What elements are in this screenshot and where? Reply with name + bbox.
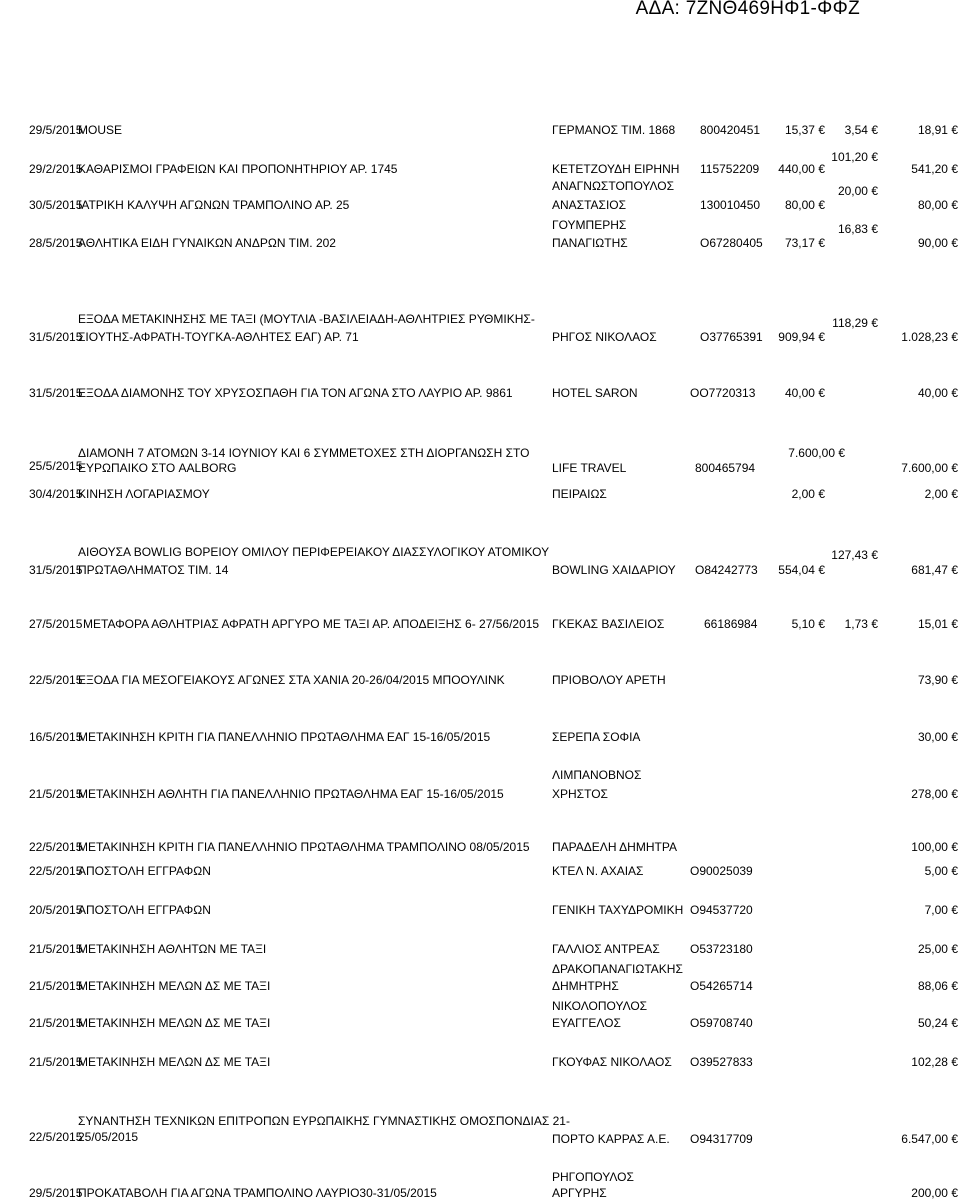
row-vat-amount: 1,73 € xyxy=(844,617,878,631)
row-total-amount: 80,00 € xyxy=(917,198,958,212)
row-supplier: ΓΕΡΜΑΝΟΣ ΤΙΜ. 1868 xyxy=(552,123,676,137)
row-invoice: 130010450 xyxy=(700,198,761,212)
row-description: ΕΞΟΔΑ ΓΙΑ ΜΕΣΟΓΕΙΑΚΟΥΣ ΑΓΩΝΕΣ ΣΤΑ ΧΑΝΙΑ 20-26/04/2015 ΜΠΟΟΥΛΙΝΚ xyxy=(78,673,505,687)
row-date: 29/5/2015 xyxy=(29,1186,83,1200)
row-date: 29/2/2015 xyxy=(29,162,83,176)
row-supplier: ΠΡΙΟΒΟΛΟΥ ΑΡΕΤΗ xyxy=(552,673,666,687)
row-total-amount: 25,00 € xyxy=(917,942,958,956)
row-date: 20/5/2015 xyxy=(29,903,83,917)
row-supplier-line2: ΠΑΝΑΓΙΩΤΗΣ xyxy=(552,236,628,250)
row-date: 16/5/2015 xyxy=(29,730,83,744)
row-description-line1: ΔΙΑΜΟΝΗ 7 ΑΤΟΜΩΝ 3-14 ΙΟΥΝΙΟΥ ΚΑΙ 6 ΣΥΜΜΕΤΟΧΕΣ ΣΤΗ ΔΙΟΡΓΑΝΩΣΗ ΣΤΟ xyxy=(78,446,530,460)
row-invoice: O90025039 xyxy=(690,864,753,878)
row-net-amount: 15,37 € xyxy=(784,123,825,137)
row-net-amount: 7.600,00 € xyxy=(788,446,845,460)
row-date: 31/5/2015 xyxy=(29,386,83,400)
row-invoice: 115752209 xyxy=(700,162,760,176)
row-supplier-line1: ΛΙΜΠΑΝΟΒΝΟΣ xyxy=(552,768,642,782)
row-total-amount: 2,00 € xyxy=(924,487,958,501)
row-description: ΚΙΝΗΣΗ ΛΟΓΑΡΙΑΣΜΟΥ xyxy=(78,487,210,501)
row-vat-amount: 118,29 € xyxy=(832,316,878,330)
row-supplier-line1: ΓΟΥΜΠΕΡΗΣ xyxy=(552,218,627,232)
row-supplier-line2: ΕΥΑΓΓΕΛΟΣ xyxy=(552,1016,621,1030)
row-invoice: O54265714 xyxy=(690,979,753,993)
row-date: 29/5/2015 xyxy=(29,123,83,137)
row-net-amount: 80,00 € xyxy=(784,198,825,212)
row-description-line1: ΕΞΟΔΑ ΜΕΤΑΚΙΝΗΣΗΣ ΜΕ ΤΑΞΙ (ΜΟΥΤΛΙΑ -ΒΑΣΙΛΕΙΑΔΗ-ΑΘΛΗΤΡΙΕΣ ΡΥΘΜΙΚΗΣ- xyxy=(78,312,535,326)
row-description-line2: ΕΥΡΩΠΑΙΚΟ ΣΤΟ AALBORG xyxy=(78,461,237,475)
row-description: ΜΕΤΑΚΙΝΗΣΗ ΚΡΙΤΗ ΓΙΑ ΠΑΝΕΛΛΗΝΙΟ ΠΡΩΤΑΘΛΗΜΑ ΤΡΑΜΠΟΛΙΝΟ 08/05/2015 xyxy=(78,840,530,854)
row-total-amount: 18,91 € xyxy=(917,123,958,137)
row-invoice: O37765391 xyxy=(700,330,763,344)
row-total-amount: 541,20 € xyxy=(911,162,958,176)
row-invoice: O59708740 xyxy=(690,1016,753,1030)
row-net-amount: 40,00 € xyxy=(784,386,825,400)
row-date: 22/5/2015 xyxy=(29,1130,83,1144)
row-date: 21/5/2015 xyxy=(29,979,83,993)
row-net-amount: 5,10 € xyxy=(791,617,825,631)
row-date: 22/5/2015 xyxy=(29,673,83,687)
row-invoice: 66186984 xyxy=(704,617,758,631)
row-supplier-line2: ΔΗΜΗΤΡΗΣ xyxy=(552,979,619,993)
row-supplier-line1: ΔΡΑΚΟΠΑΝΑΓΙΩΤΑΚΗΣ xyxy=(552,962,683,976)
row-description: ΑΠΟΣΤΟΛΗ ΕΓΓΡΑΦΩΝ xyxy=(78,864,211,878)
row-invoice: 800465794 xyxy=(695,461,756,475)
row-description: ΜΕΤΑΚΙΝΗΣΗ ΜΕΛΩΝ ΔΣ ΜΕ ΤΑΞΙ xyxy=(78,979,271,993)
row-description-line1: ΣΥΝΑΝΤΗΣΗ ΤΕΧΝΙΚΩΝ ΕΠΙΤΡΟΠΩΝ ΕΥΡΩΠΑΙΚΗΣ ΓΥΜΝΑΣΤΙΚΗΣ ΟΜΟΣΠΟΝΔΙΑΣ 21- xyxy=(78,1114,570,1128)
row-supplier-line2: ΧΡΗΣΤΟΣ xyxy=(552,787,608,801)
row-supplier: ΣΕΡΕΠΑ ΣΟΦΙΑ xyxy=(552,730,641,744)
row-date: 25/5/2015 xyxy=(29,459,83,473)
row-net-amount: 440,00 € xyxy=(778,162,825,176)
row-total-amount: 7.600,00 € xyxy=(901,461,958,475)
row-total-amount: 40,00 € xyxy=(917,386,958,400)
row-description: ΕΞΟΔΑ ΔΙΑΜΟΝΗΣ ΤΟΥ ΧΡΥΣΟΣΠΑΘΗ ΓΙΑ ΤΟΝ ΑΓΩΝΑ ΣΤΟ ΛΑΥΡΙΟ ΑΡ. 9861 xyxy=(78,386,513,400)
row-invoice: O53723180 xyxy=(690,942,753,956)
row-description: ΜΕΤΑΚΙΝΗΣΗ ΑΘΛΗΤΗ ΓΙΑ ΠΑΝΕΛΛΗΝΙΟ ΠΡΩΤΑΘΛΗΜΑ ΕΑΓ 15-16/05/2015 xyxy=(78,787,504,801)
row-total-amount: 73,90 € xyxy=(917,673,958,687)
row-date: 21/5/2015 xyxy=(29,1055,83,1069)
row-invoice: O94537720 xyxy=(690,903,753,917)
row-date: 30/4/2015 xyxy=(29,487,83,501)
row-total-amount: 50,24 € xyxy=(917,1016,958,1030)
row-invoice: OO7720313 xyxy=(690,386,756,400)
ada-header: ΑΔΑ: 7ΖΝΘ469ΗΦ1-ΦΦΖ xyxy=(635,0,860,19)
row-description-line2: 25/05/2015 xyxy=(78,1130,139,1144)
row-description: ΜΕΤΑΚΙΝΗΣΗ ΑΘΛΗΤΩΝ ΜΕ ΤΑΞΙ xyxy=(78,942,267,956)
row-net-amount: 73,17 € xyxy=(784,236,825,250)
row-supplier: ΓΕΝΙΚΗ ΤΑΧΥΔΡΟΜΙΚΗ xyxy=(552,903,684,917)
row-net-amount: 554,04 € xyxy=(778,563,825,577)
row-supplier: ΠΟΡΤΟ ΚΑΡΡΑΣ Α.Ε. xyxy=(552,1132,670,1146)
row-total-amount: 15,01 € xyxy=(917,617,958,631)
row-supplier: ΓΚΟΥΦΑΣ ΝΙΚΟΛΑΟΣ xyxy=(552,1055,672,1069)
row-supplier: ΓΚΕΚΑΣ ΒΑΣΙΛΕΙΟΣ xyxy=(552,617,665,631)
row-total-amount: 7,00 € xyxy=(924,903,958,917)
row-invoice: O94317709 xyxy=(690,1132,753,1146)
row-description: ΑΘΛΗΤΙΚΑ ΕΙΔΗ ΓΥΝΑΙΚΩΝ ΑΝΔΡΩΝ ΤΙΜ. 202 xyxy=(78,236,336,250)
row-supplier: ΠΕΙΡΑΙΩΣ xyxy=(552,487,607,501)
row-total-amount: 30,00 € xyxy=(917,730,958,744)
row-net-amount: 2,00 € xyxy=(791,487,825,501)
row-supplier-line1: ΑΝΑΓΝΩΣΤΟΠΟΥΛΟΣ xyxy=(552,179,675,193)
row-supplier: BOWLING ΧΑΙΔΑΡΙΟΥ xyxy=(552,563,676,577)
row-description: ΜΕΤΑΚΙΝΗΣΗ ΜΕΛΩΝ ΔΣ ΜΕ ΤΑΞΙ xyxy=(78,1016,271,1030)
row-invoice: O84242773 xyxy=(695,563,758,577)
row-description: ΜΕΤΑΚΙΝΗΣΗ ΚΡΙΤΗ ΓΙΑ ΠΑΝΕΛΛΗΝΙΟ ΠΡΩΤΑΘΛΗΜΑ ΕΑΓ 15-16/05/2015 xyxy=(78,730,491,744)
row-supplier: ΚΤΕΛ Ν. ΑΧΑΙΑΣ xyxy=(552,864,644,878)
row-date: 27/5/2015 xyxy=(29,617,83,631)
row-supplier: ΚΕΤΕΤΖΟΥΔΗ ΕΙΡΗΝΗ xyxy=(552,162,680,176)
row-vat-amount: 16,83 € xyxy=(837,222,878,236)
row-date: 22/5/2015 xyxy=(29,864,83,878)
row-date: 31/5/2015 xyxy=(29,330,83,344)
row-supplier: ΡΗΓΟΣ ΝΙΚΟΛΑΟΣ xyxy=(552,330,657,344)
row-supplier-line1: ΡΗΓΟΠΟΥΛΟΣ xyxy=(552,1170,634,1184)
row-net-amount: 909,94 € xyxy=(778,330,825,344)
row-date: 22/5/2015 xyxy=(29,840,83,854)
row-total-amount: 278,00 € xyxy=(911,787,958,801)
row-description-line2: ΣΙΟΥΤΗΣ-ΑΦΡΑΤΗ-ΤΟΥΓΚΑ-ΑΘΛΗΤΕΣ ΕΑΓ) ΑΡ. 71 xyxy=(78,330,359,344)
row-date: 28/5/2015 xyxy=(29,236,83,250)
row-total-amount: 6.547,00 € xyxy=(901,1132,958,1146)
row-description: ΜΕΤΑΚΙΝΗΣΗ ΜΕΛΩΝ ΔΣ ΜΕ ΤΑΞΙ xyxy=(78,1055,271,1069)
row-total-amount: 5,00 € xyxy=(924,864,958,878)
row-total-amount: 90,00 € xyxy=(917,236,958,250)
row-supplier: ΠΑΡΑΔΕΛΗ ΔΗΜΗΤΡΑ xyxy=(552,840,677,854)
row-vat-amount: 3,54 € xyxy=(844,123,878,137)
row-description: ΚΑΘΑΡΙΣΜΟΙ ΓΡΑΦΕΙΩΝ ΚΑΙ ΠΡΟΠΟΝΗΤΗΡΙΟΥ ΑΡ. 1745 xyxy=(78,162,398,176)
row-invoice: 800420451 xyxy=(700,123,761,137)
row-supplier-line2: ΑΡΓΥΡΗΣ xyxy=(552,1186,607,1200)
row-description: ΑΠΟΣΤΟΛΗ ΕΓΓΡΑΦΩΝ xyxy=(78,903,211,917)
row-vat-amount: 127,43 € xyxy=(831,548,878,562)
row-supplier-line2: ΑΝΑΣΤΑΣΙΟΣ xyxy=(552,198,627,212)
row-total-amount: 1.028,23 € xyxy=(901,330,958,344)
row-supplier: ΓΑΛΛΙΟΣ ΑΝΤΡΕΑΣ xyxy=(552,942,660,956)
row-total-amount: 102,28 € xyxy=(911,1055,958,1069)
row-supplier: LIFE TRAVEL xyxy=(552,461,627,475)
row-description: MOUSE xyxy=(78,123,123,137)
row-description: ΠΡΟΚΑΤΑΒΟΛΗ ΓΙΑ ΑΓΩΝΑ ΤΡΑΜΠΟΛΙΝΟ ΛΑΥΡΙΟ30-31/05/2015 xyxy=(78,1186,437,1200)
row-supplier: HOTEL SARON xyxy=(552,386,638,400)
row-date: 30/5/2015 xyxy=(29,198,83,212)
row-description-line1: ΑΙΘΟΥΣΑ BOWLIG ΒΟΡΕΙΟΥ ΟΜΙΛΟΥ ΠΕΡΙΦΕΡΕΙΑΚΟΥ ΔΙΑΣΣΥΛΟΓΙΚΟΥ ΑΤΟΜΙΚΟΥ xyxy=(78,545,550,559)
row-vat-amount: 20,00 € xyxy=(837,184,878,198)
row-date: 21/5/2015 xyxy=(29,1016,83,1030)
row-invoice: O39527833 xyxy=(690,1055,753,1069)
row-date: 31/5/2015 xyxy=(29,563,83,577)
row-date: 21/5/2015 xyxy=(29,942,83,956)
row-invoice: O67280405 xyxy=(700,236,763,250)
row-total-amount: 88,06 € xyxy=(917,979,958,993)
row-total-amount: 681,47 € xyxy=(911,563,958,577)
row-supplier-line1: ΝΙΚΟΛΟΠΟΥΛΟΣ xyxy=(552,999,648,1013)
row-description: ΜΕΤΑΦΟΡΑ ΑΘΛΗΤΡΙΑΣ ΑΦΡΑΤΗ ΑΡΓΥΡΟ ΜΕ ΤΑΞΙ ΑΡ. ΑΠΟΔΕΙΞΗΣ 6- 27/56/2015 xyxy=(83,617,540,631)
row-date: 21/5/2015 xyxy=(29,787,83,801)
row-total-amount: 200,00 € xyxy=(911,1186,958,1200)
row-total-amount: 100,00 € xyxy=(911,840,958,854)
row-vat-amount: 101,20 € xyxy=(831,150,878,164)
row-description-line2: ΠΡΩΤΑΘΛΗΜΑΤΟΣ ΤΙΜ. 14 xyxy=(78,563,229,577)
row-description: ΙΑΤΡΙΚΗ ΚΑΛΥΨΗ ΑΓΩΝΩΝ ΤΡΑΜΠΟΛΙΝΟ ΑΡ. 25 xyxy=(78,198,350,212)
